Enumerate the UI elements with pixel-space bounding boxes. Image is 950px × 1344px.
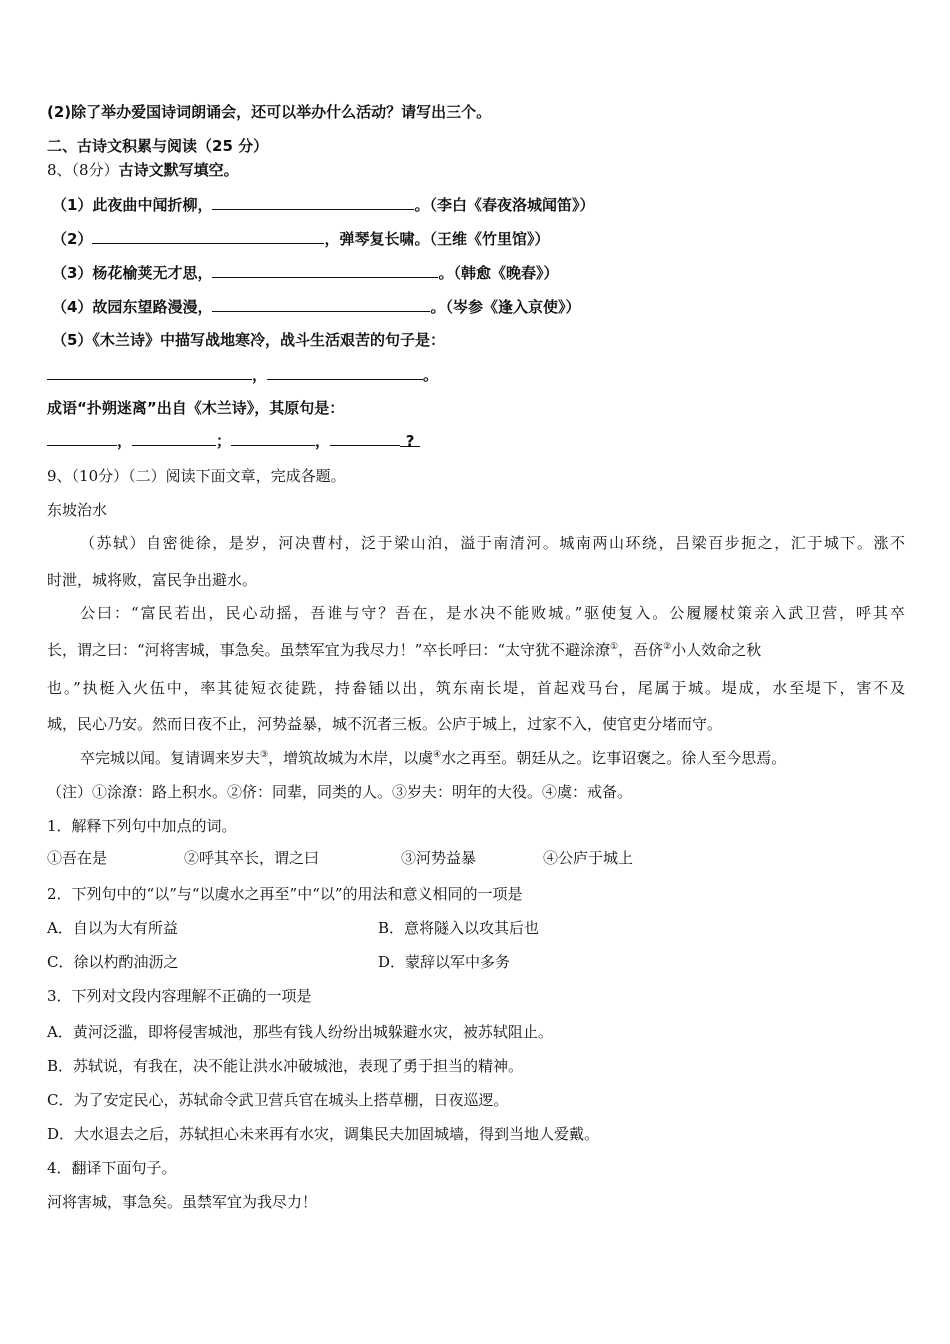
q8-idiom-mark: ?: [400, 431, 420, 447]
sub-q3-option-a[interactable]: A．黄河泛滥，即将侵害城池，那些有钱人纷纷出城躲避水灾，被苏轼阻止。: [47, 1023, 553, 1041]
q8-idiom-sep1: ，: [117, 432, 133, 450]
passage-p3: [80, 748, 786, 768]
passage-note: （注）①涂潦：路上积水。②侪：同辈，同类的人。③岁夫：明年的大役。④虞：戒备。: [47, 783, 633, 801]
passage-p2-line2-a: 长，谓之曰：“河将害城，事急矣。虽禁军宜为我尽力！”卒长呼曰：“太守犹不避涂潦: [47, 641, 611, 659]
q8-item3-pre: （3）杨花榆荚无才思，: [52, 264, 213, 282]
q8-item4-blank[interactable]: [212, 296, 430, 312]
sub-q3-option-b[interactable]: B．苏轼说，有我在，决不能让洪水冲破城池，表现了勇于担当的精神。: [47, 1057, 524, 1075]
q8-num: 8、: [47, 161, 72, 179]
q8-item2: [52, 228, 549, 249]
q8-head: [47, 160, 239, 180]
q8-idiom-sep3: ，: [315, 432, 331, 450]
sub-q2-option-c[interactable]: C．徐以杓酌油沥之: [47, 953, 179, 971]
passage-p1-line2: 时泄，城将败，富民争出避水。: [47, 571, 258, 589]
q8-item1-pre: （1）此夜曲中闻折柳，: [52, 196, 213, 214]
q8-idiom-blank4[interactable]: [330, 430, 400, 446]
q8-item5-blank2[interactable]: [267, 364, 423, 380]
passage-p2-line2: [47, 640, 761, 660]
passage-p2-line2-b: ，吾侪: [618, 641, 664, 659]
q8-item5-sep: ，: [252, 366, 268, 384]
sub-q1-item4: ④公庐于城上: [543, 849, 634, 867]
q8-idiom-answer: [47, 430, 420, 451]
q8-item5-answer: [47, 364, 438, 385]
passage-p1-line1: （苏轼）自密徙徐，是岁，河决曹村，泛于梁山泊，溢于南清河。城南两山环绕，吕梁百步扼之，汇于城下。涨不: [80, 534, 905, 552]
sub-q2-option-b[interactable]: B．意将隧入以攻其后也: [378, 919, 540, 937]
q8-item4-pre: （4）故园东望路漫漫，: [52, 298, 213, 316]
sub-q1-item3: ③河势益暴: [401, 849, 477, 867]
passage-title: 东坡治水: [47, 501, 108, 519]
note-ref-3: ③: [260, 750, 269, 760]
sub-q2-option-a[interactable]: A．自以为大有所益: [47, 919, 178, 937]
passage-p3-b: ，增筑故城为木岸，以虞: [268, 749, 434, 767]
sub-q1-item2: ②呼其卒长，谓之曰: [184, 849, 320, 867]
q8-idiom-blank1[interactable]: [47, 430, 117, 446]
q8-item1: [52, 194, 594, 215]
sub-q1-item1: ①吾在是: [47, 849, 108, 867]
passage-p3-a: 卒完城以闻。复请调来岁夫: [80, 749, 261, 767]
passage-p2-line3: 也。”执梃入火伍中，率其徒短衣徒跣，持畚锸以出，筑东南长堤，首起戏马台，尾属于城。堤成，水至堤下，害不及: [47, 679, 905, 697]
q8-item3-blank[interactable]: [212, 262, 438, 278]
passage-p2-line4: 城，民心乃安。然而日夜不止，河势益暴，城不沉者三板。公庐于城上，过家不入，使官吏分堵而守。: [47, 715, 723, 733]
note-ref-1: ①: [610, 642, 619, 652]
q7-sub2: (2)除了举办爱国诗词朗诵会，还可以举办什么活动？请写出三个。: [47, 103, 492, 121]
q8-item3: [52, 262, 558, 283]
passage-p2-line2-c: 小人效命之秋: [671, 641, 762, 659]
q8-idiom-blank2[interactable]: [132, 430, 216, 446]
sub-q2-option-d[interactable]: D．蒙辞以军中多务: [378, 953, 511, 971]
passage-p3-c: 水之再至。朝廷从之。讫事诏褒之。徐人至今思焉。: [441, 749, 787, 767]
q9-head: 9、（10分）（二）阅读下面文章，完成各题。: [47, 467, 346, 485]
note-ref-4: ④: [433, 750, 442, 760]
q8-idiom-sep2: ；: [216, 432, 232, 450]
sub-q2: 2．下列句中的“以”与“以虞水之再至”中“以”的用法和意义相同的一项是: [47, 885, 523, 903]
section2-title: 二、古诗文积累与阅读（25 分）: [47, 137, 269, 155]
sub-q4: 4．翻译下面句子。: [47, 1159, 177, 1177]
passage-p2-line1: 公曰：“富民若出，民心动摇，吾谁与守？吾在，是水决不能败城。”驱使复入。公履屦杖策亲入武卫营，呼其卒: [80, 604, 905, 622]
sub-q1: 1．解释下列句中加点的词。: [47, 817, 237, 835]
sub-q4-sentence: 河将害城，事急矣。虽禁军宜为我尽力！: [47, 1193, 318, 1211]
q8-score: （8分）: [71, 161, 119, 179]
q8-item2-blank[interactable]: [92, 228, 324, 244]
q8-item2-post: ，弹琴复长啸。（王维《竹里馆》）: [324, 230, 550, 248]
q8-idiom-line: 成语“扑朔迷离”出自《木兰诗》，其原句是：: [47, 399, 345, 417]
q8-item4-post: 。（岑参《逢入京使》）: [430, 298, 581, 316]
q8-idiom-blank3[interactable]: [231, 430, 315, 446]
q8-item5-end: 。: [423, 366, 439, 384]
q8-item2-pre: （2）: [52, 230, 93, 248]
q8-item5: （5）《木兰诗》中描写战地寒冷，战斗生活艰苦的句子是：: [52, 331, 445, 349]
q8-item1-post: 。（李白《春夜洛城闻笛》）: [414, 196, 595, 214]
q8-item3-post: 。（韩愈《晚春》）: [438, 264, 559, 282]
q8-item5-blank1[interactable]: [47, 364, 252, 380]
q8-item4: [52, 296, 580, 317]
note-ref-2: ②: [663, 642, 672, 652]
sub-q3: 3．下列对文段内容理解不正确的一项是: [47, 987, 312, 1005]
q8-item1-blank[interactable]: [212, 194, 414, 210]
sub-q3-option-c[interactable]: C．为了安定民心，苏轼命令武卫营兵官在城头上搭草棚，日夜巡逻。: [47, 1091, 509, 1109]
q8-title: 古诗文默写填空。: [118, 161, 239, 179]
sub-q3-option-d[interactable]: D．大水退去之后，苏轼担心未来再有水灾，调集民夫加固城墙，得到当地人爱戴。: [47, 1125, 600, 1143]
